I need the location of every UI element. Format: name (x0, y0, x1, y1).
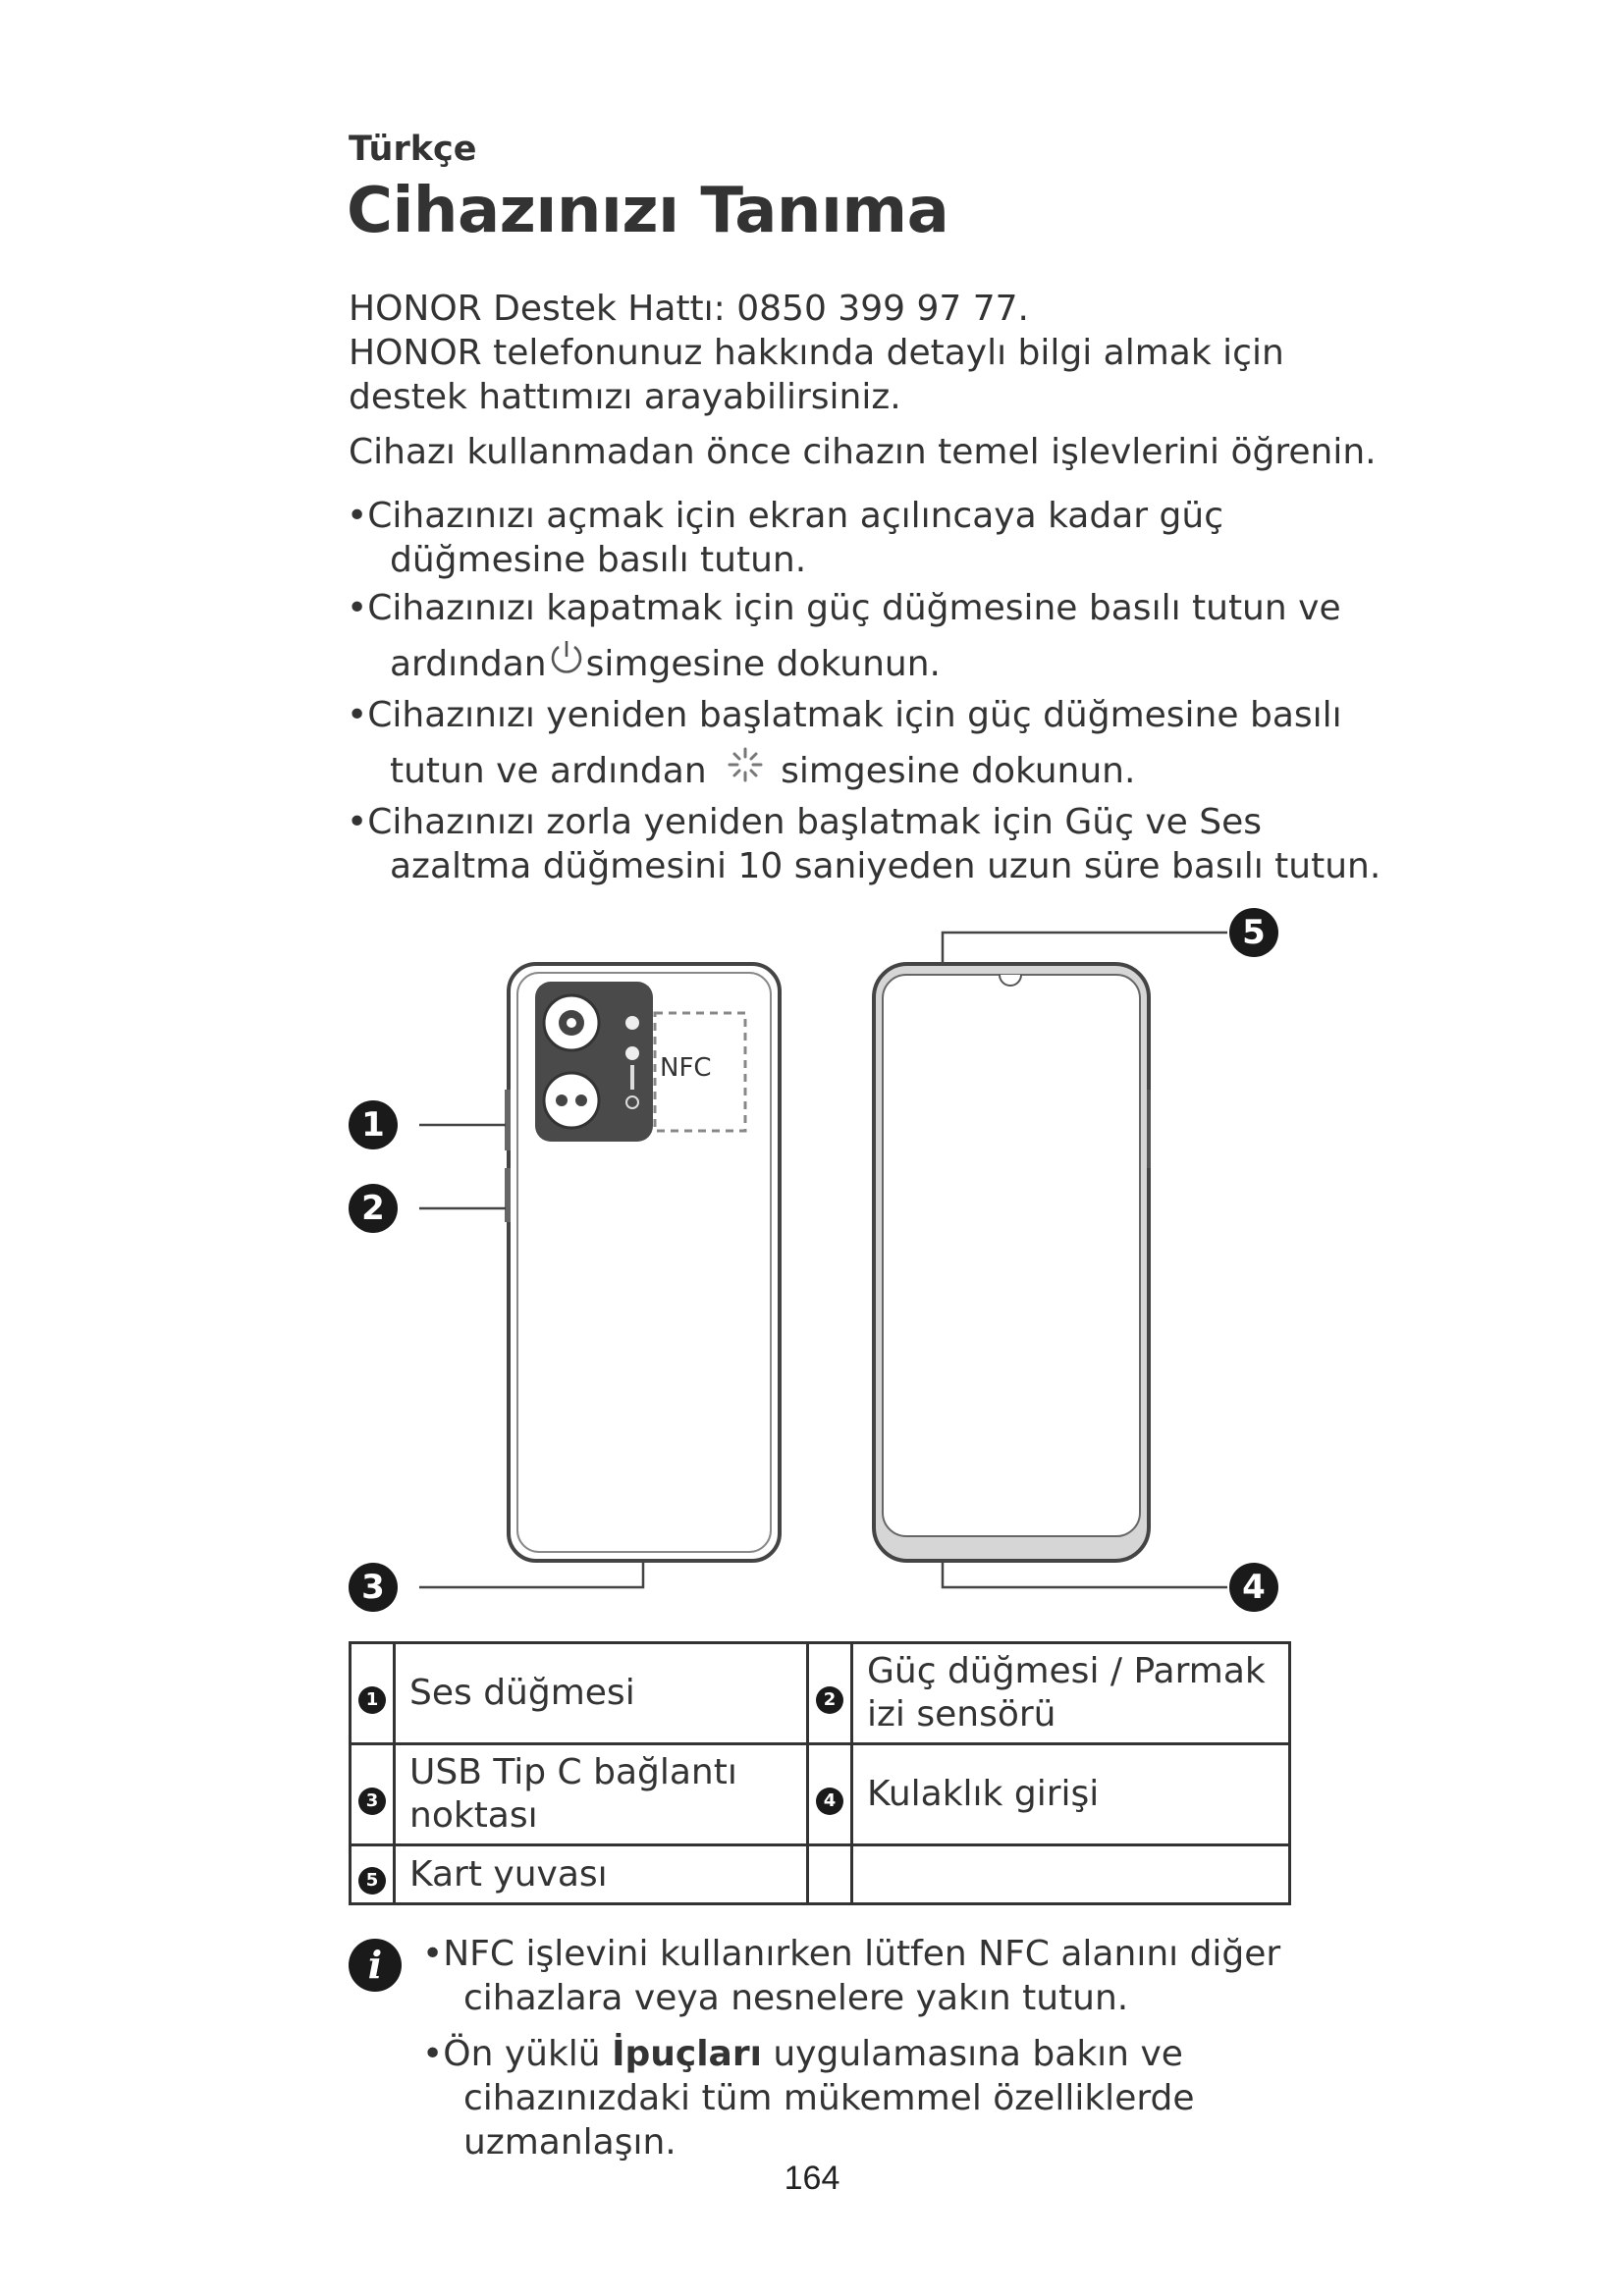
legend-label: Kart yuvası (409, 1853, 608, 1895)
bullet-line: •Cihazınızı açmak için ekran açılıncaya kadar güç (347, 496, 1223, 536)
legend-badge: 2 (816, 1686, 843, 1714)
legend-label: noktası (409, 1795, 538, 1836)
intro-line-4: Cihazı kullanmadan önce cihazın temel işlevlerini öğrenin. (349, 432, 1377, 472)
callout-1-badge: 1 (349, 1100, 398, 1149)
legend-label: Güç düğmesi / Parmak (867, 1651, 1266, 1691)
note-line: cihazlara veya nesnelere yakın tutun. (463, 1978, 1129, 2018)
bullet-line: •Cihazınızı kapatmak için güç düğmesine basılı tutun ve (347, 588, 1341, 628)
legend-table (349, 1641, 1291, 1905)
tips-app-name: İpuçları (612, 2034, 762, 2074)
callout-2-badge: 2 (349, 1184, 398, 1233)
page-number: 164 (784, 2160, 840, 2197)
bullet-text: tutun ve ardından (390, 751, 707, 791)
note-nfc (422, 1932, 1280, 2020)
support-line: HONOR Destek Hattı: 0850 399 97 77. (349, 289, 1029, 329)
callout-3-badge: 3 (349, 1563, 398, 1612)
nfc-label: NFC (660, 1053, 712, 1083)
note-line: cihazınızdaki tüm mükemmel özelliklerde (463, 2078, 1195, 2118)
legend-text-cell (852, 1744, 1290, 1845)
phone-front (874, 964, 1151, 1561)
legend-badge: 4 (816, 1788, 843, 1815)
table-row (351, 1643, 1290, 1744)
legend-badge: 1 (358, 1686, 386, 1714)
camera-module (535, 982, 653, 1142)
bullet-line: •Cihazınızı yeniden başlatmak için güç düğmesine basılı (347, 695, 1342, 735)
page-title: Cihazınızı Tanıma (347, 175, 949, 247)
note-line: •NFC işlevini kullanırken lütfen NFC alanını diğer (422, 1934, 1281, 1974)
legend-label: Kulaklık girişi (867, 1774, 1100, 1814)
legend-badge: 5 (358, 1867, 386, 1895)
language-heading: Türkçe (349, 130, 477, 169)
note-line (422, 2032, 1195, 2076)
bullet-line: düğmesine basılı tutun. (390, 540, 807, 580)
callout-5-badge: 5 (1229, 908, 1278, 957)
legend-number-cell (808, 1643, 852, 1744)
legend-number-cell (808, 1744, 852, 1845)
legend-number-cell (351, 1643, 395, 1744)
legend-badge: 3 (358, 1788, 386, 1815)
legend-text-cell (395, 1643, 808, 1744)
legend-empty-cell (852, 1845, 1290, 1904)
note-text: uygulamasına bakın ve (761, 2034, 1183, 2074)
table-row (351, 1845, 1290, 1904)
legend-text-cell (395, 1744, 808, 1845)
bullet-line: •Cihazınızı zorla yeniden başlatmak için Güç ve Ses (347, 802, 1262, 842)
note-tips (422, 2032, 1195, 2164)
legend-text-cell (852, 1643, 1290, 1744)
note-text: •Ön yüklü (422, 2034, 613, 2074)
bullet-text: simgesine dokunun. (781, 751, 1136, 791)
legend-label: izi sensörü (867, 1694, 1056, 1735)
callout-4-badge: 4 (1229, 1563, 1278, 1612)
bullet-text: simgesine dokunun. (585, 644, 941, 684)
legend-text-cell (395, 1845, 808, 1904)
intro-line-2: HONOR telefonunuz hakkında detaylı bilgi almak için (349, 333, 1284, 373)
legend-empty-cell (808, 1845, 852, 1904)
note-line: uzmanlaşın. (463, 2122, 677, 2163)
table-row (351, 1744, 1290, 1845)
bullet-text: ardından (390, 644, 547, 684)
legend-number-cell (351, 1744, 395, 1845)
info-icon: i (349, 1939, 402, 1992)
legend-label: Ses düğmesi (409, 1673, 635, 1713)
intro-line-3: destek hattımızı arayabilirsiniz. (349, 377, 901, 417)
legend-number-cell (351, 1845, 395, 1904)
legend-label: USB Tip C bağlantı (409, 1752, 737, 1792)
bullet-line: azaltma düğmesini 10 saniyeden uzun süre basılı tutun. (390, 846, 1381, 886)
